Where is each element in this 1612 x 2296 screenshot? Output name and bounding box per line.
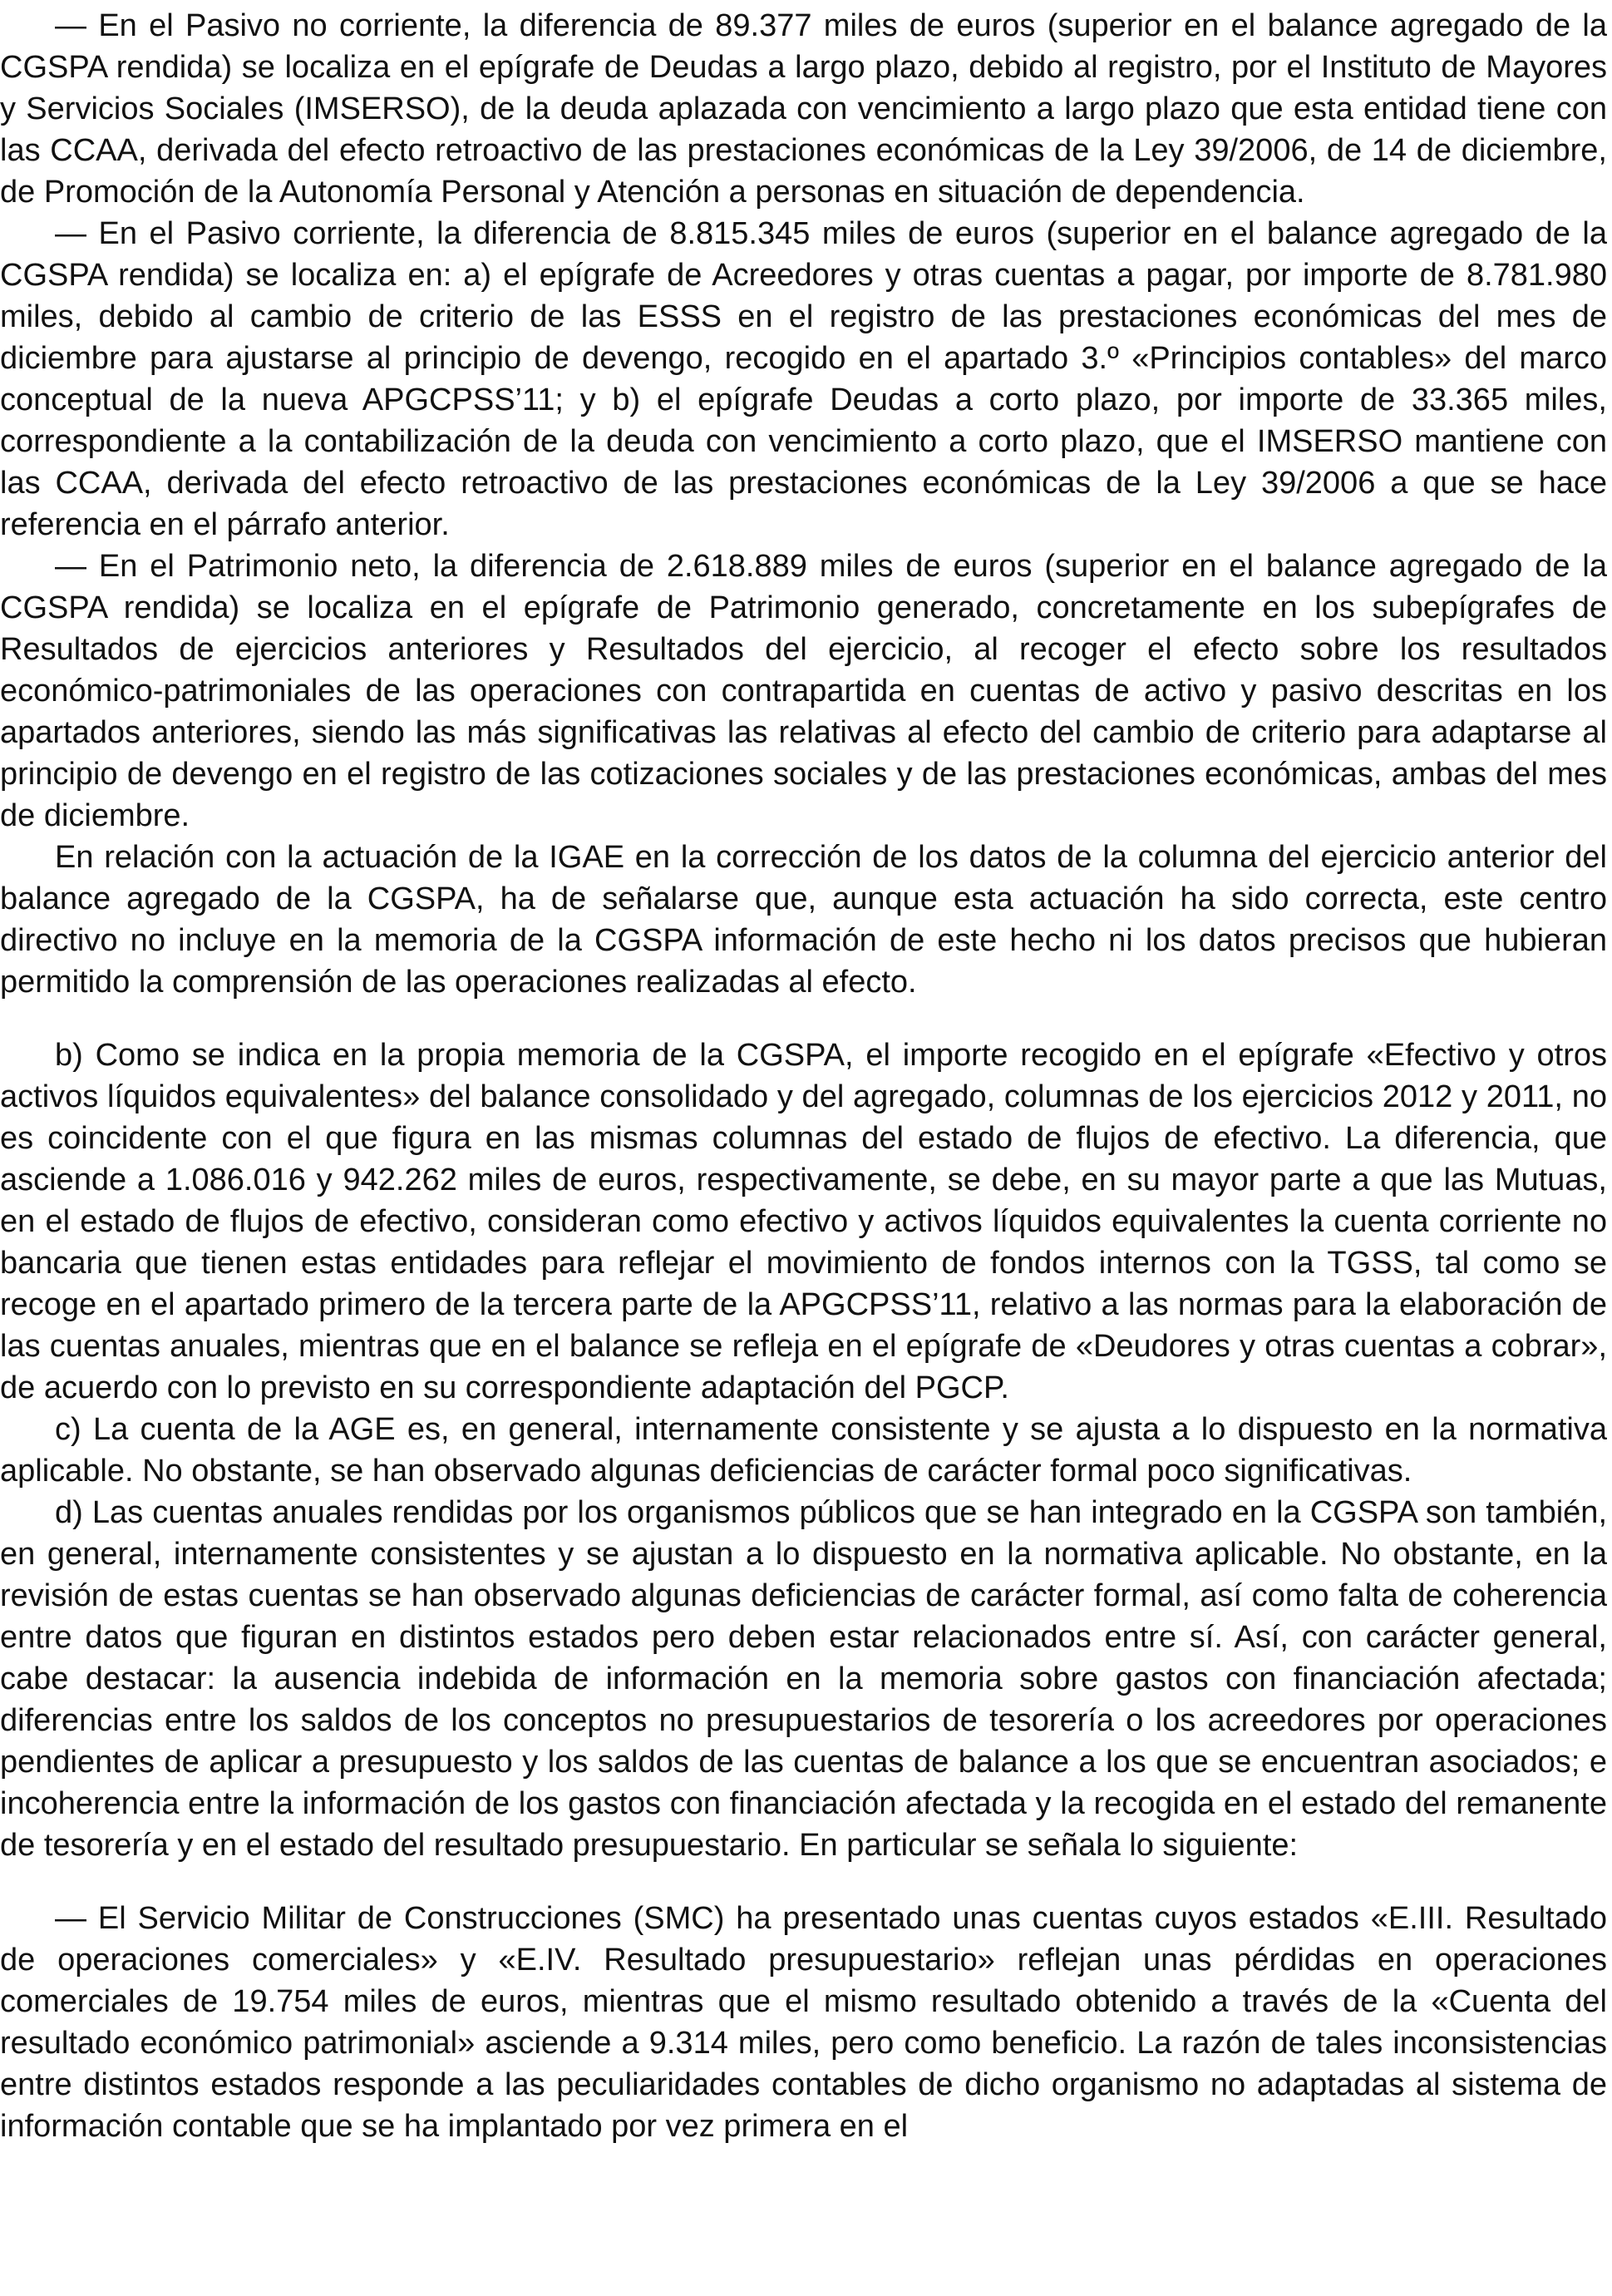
paragraph-pasivo-corriente: — En el Pasivo corriente, la diferencia de 8.815.345 miles de euros (superior en el balance agregado de la CGSPA rendida) se localiza en: a) el epígrafe de Acreedores y otras cuentas a pagar, por importe de 8.781.980 miles, debido al cambio de criterio de las ESSS en el registro de las prestaciones económicas del mes de diciembre para ajustarse al principio de devengo, recogido en el apartado 3.º «Principios contables» del marco conceptual de la nueva APGCPSS’11; y b) el epígrafe Deudas a corto plazo, por importe de 33.365 miles, correspondiente a la contabilización de la deuda con vencimiento a corto plazo, que el IMSERSO mantiene con las CCAA, derivada del efecto retroactivo de las prestaciones económicas de la Ley 39/2006 a que se hace referencia en el párrafo anterior. xyxy=(0,216,1607,542)
paragraph-item-b: b) Como se indica en la propia memoria de la CGSPA, el importe recogido en el epígrafe «Efectivo y otros activos líquidos equivalentes» del balance consolidado y del agregado, columnas de los ejercicios 2012 y 2011, no es coincidente con el que figura en las mismas columnas del estado de flujos de efectivo. La diferencia, que asciende a 1.086.016 y 942.262 miles de euros, respectivamente, se debe, en su mayor parte a que las Mutuas, en el estado de flujos de efectivo, consideran como efectivo y activos líquidos equivalentes la cuenta corriente no bancaria que tienen estas entidades para reflejar el movimiento de fondos internos con la TGSS, tal como se recoge en el apartado primero de la tercera parte de la APGCPSS’11, relativo a las normas para la elaboración de las cuentas anuales, mientras que en el balance se refleja en el epígrafe de «Deudores y otras cuentas a cobrar», de acuerdo con lo previsto en su correspondiente adaptación del PGCP. xyxy=(0,1038,1607,1405)
paragraph-item-d: d) Las cuentas anuales rendidas por los organismos públicos que se han integrado en la CGSPA son también, en general, internamente consistentes y se ajustan a lo dispuesto en la normativa aplicable. No obstante, en la revisión de estas cuentas se han observado algunas deficiencias de carácter formal, así como falta de coherencia entre datos que figuran en distintos estados pero deben estar relacionados entre sí. Así, con carácter general, cabe destacar: la ausencia indebida de información en la memoria sobre gastos con financiación afectada; diferencias entre los saldos de los conceptos no presupuestarios de tesorería o los acreedores por operaciones pendientes de aplicar a presupuesto y los saldos de las cuentas de balance a los que se encuentran asociados; e incoherencia entre la información de los gastos con financiación afectada y la recogida en el estado del remanente de tesorería y en el estado del resultado presupuestario. En particular se señala lo siguiente: xyxy=(0,1495,1607,1863)
paragraph-item-c: c) La cuenta de la AGE es, en general, internamente consistente y se ajusta a lo dispuesto en la normativa aplicable. No obstante, se han observado algunas deficiencias de carácter formal poco significativas. xyxy=(0,1412,1607,1489)
paragraph-servicio-militar: — El Servicio Militar de Construcciones (SMC) ha presentado unas cuentas cuyos estados «E.III. Resultado de operaciones comerciales» y «E.IV. Resultado presupuestario» reflejan unas pérdidas en operaciones comerciales de 19.754 miles de euros, mientras que el mismo resultado obtenido a través de la «Cuenta del resultado económico patrimonial» asciende a 9.314 miles, pero como beneficio. La razón de tales inconsistencias entre distintos estados responde a las peculiaridades contables de dicho organismo no adaptadas al sistema de información contable que se ha implantado por vez primera en el xyxy=(0,1901,1607,2144)
paragraph-pasivo-no-corriente: — En el Pasivo no corriente, la diferencia de 89.377 miles de euros (superior en el balance agregado de la CGSPA rendida) se localiza en el epígrafe de Deudas a largo plazo, debido al registro, por el Instituto de Mayores y Servicios Sociales (IMSERSO), de la deuda aplazada con vencimiento a largo plazo que esta entidad tiene con las CCAA, derivada del efecto retroactivo de las prestaciones económicas de la Ley 39/2006, de 14 de diciembre, de Promoción de la Autonomía Personal y Atención a personas en situación de dependencia. xyxy=(0,8,1607,210)
paragraph-patrimonio-neto: — En el Patrimonio neto, la diferencia de 2.618.889 miles de euros (superior en el balance agregado de la CGSPA rendida) se localiza en el epígrafe de Patrimonio generado, concretamente en los subepígrafes de Resultados de ejercicios anteriores y Resultados del ejercicio, al recoger el efecto sobre los resultados económico-patrimoniales de las operaciones con contrapartida en cuentas de activo y pasivo descritas en los apartados anteriores, siendo las más significativas las relativas al efecto del cambio de criterio para adaptarse al principio de devengo en el registro de las cotizaciones sociales y de las prestaciones económicas, ambas del mes de diciembre. xyxy=(0,549,1607,833)
paragraph-actuacion-igae: En relación con la actuación de la IGAE en la corrección de los datos de la columna del ejercicio anterior del balance agregado de la CGSPA, ha de señalarse que, aunque esta actuación ha sido correcta, este centro directivo no incluye en la memoria de la CGSPA información de este hecho ni los datos precisos que hubieran permitido la comprensión de las operaciones realizadas al efecto. xyxy=(0,840,1607,1000)
